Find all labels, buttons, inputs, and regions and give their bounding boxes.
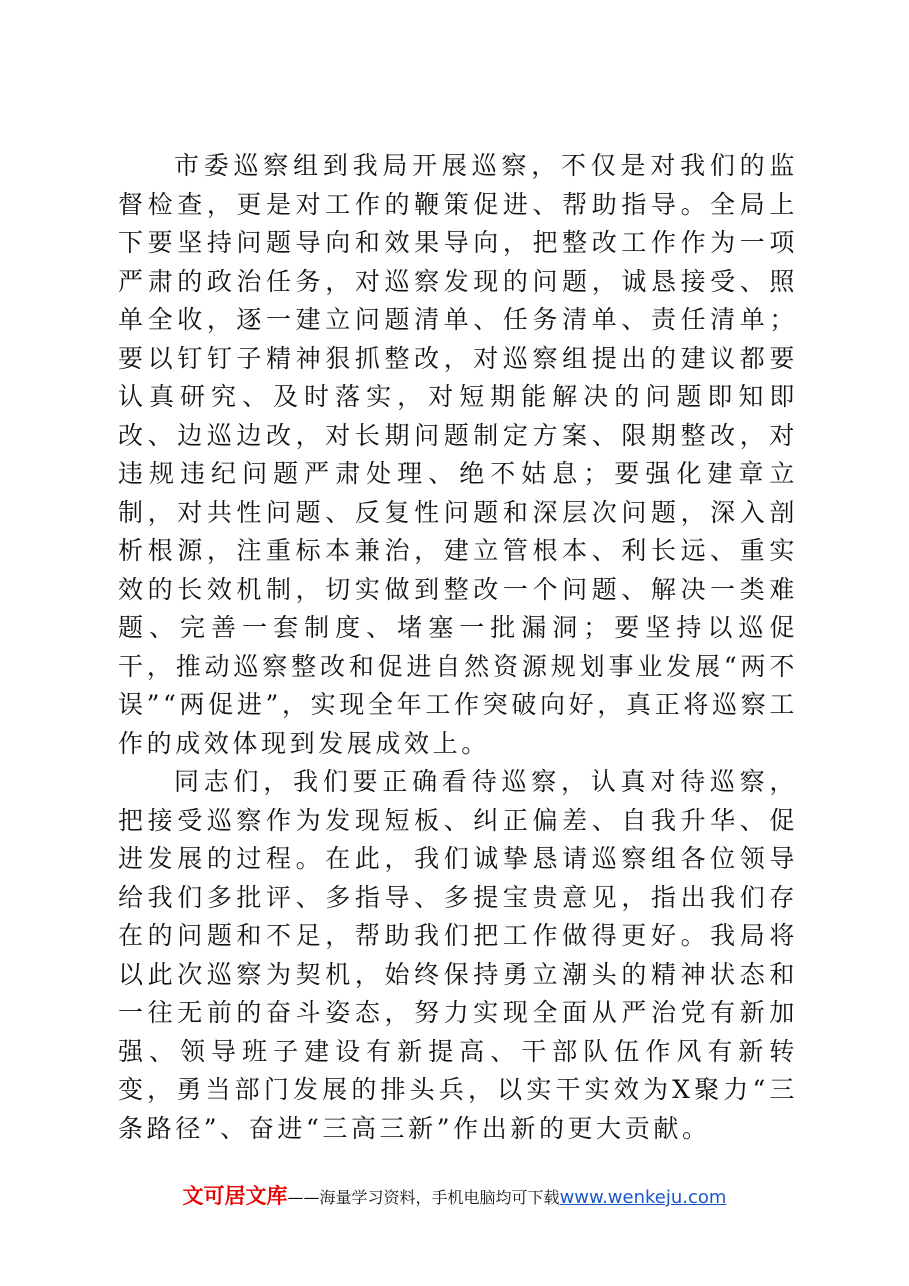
brand-name: 文可居文库 — [182, 1184, 288, 1208]
document-body — [118, 147, 798, 1148]
footer-banner — [0, 1180, 909, 1210]
website-link[interactable]: www.wenkeju.com — [559, 1187, 727, 1208]
body-paragraph-1: 市委巡察组到我局开展巡察，不仅是对我们的监督检查，更是对工作的鞭策促进、帮助指导。全局上下要坚持问题导向和效果导向，把整改工作作为一项严肃的政治任务，对巡察发现的问题，诚恳接受、照单全收，逐一建立问题清单、任务清单、责任清单；要以钉钉子精神狠抓整改，对巡察组提出的建议都要认真研究、及时落实，对短期能解决的问题即知即改、边巡边改，对长期问题制定方案、限期整改，对违规违纪问题严肃处理、绝不姑息；要强化建章立制，对共性问题、反复性问题和深层次问题，深入剖析根源，注重标本兼治，建立管根本、利长远、重实效的长效机制，切实做到整改一个问题、解决一类难题、完善一套制度、堵塞一批漏洞；要坚持以巡促干，推动巡察整改和促进自然资源规划事业发展“两不误”“两促进”，实现全年工作突破向好，真正将巡察工作的成效体现到发展成效上。 — [118, 151, 798, 758]
footer-slogan: ——海量学习资料，手机电脑均可下载 — [287, 1188, 560, 1207]
body-paragraph-2: 同志们，我们要正确看待巡察，认真对待巡察，把接受巡察作为发现短板、纠正偏差、自我升华、促进发展的过程。在此，我们诚挚恳请巡察组各位领导给我们多批评、多指导、多提宝贵意见，指出我们存在的问题和不足，帮助我们把工作做得更好。我局将以此次巡察为契机，始终保持勇立潮头的精神状态和一往无前的奋斗姿态，努力实现全面从严治党有新加强、领导班子建设有新提高、干部队伍作风有新转变，勇当部门发展的排头兵，以实干实效为X聚力“三条路径”、奋进“三高三新”作出新的更大贡献。 — [118, 767, 798, 1143]
